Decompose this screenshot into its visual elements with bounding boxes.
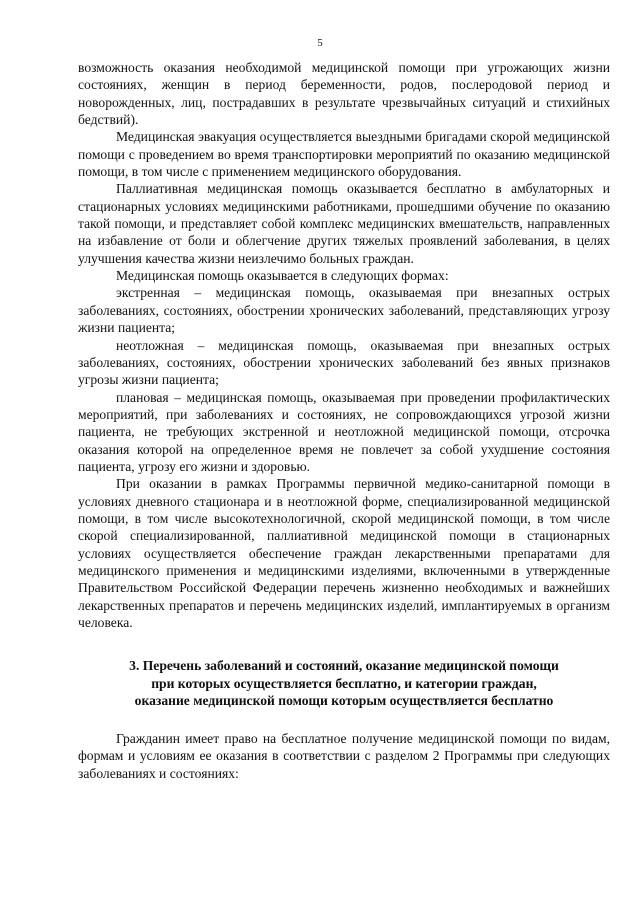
paragraph: неотложная – медицинская помощь, оказываемая при внезапных острых заболеваниях, состояниях, обострении хронических заболеваний без явных признаков угрозы жизни пациента; (78, 337, 610, 388)
paragraph: плановая – медицинская помощь, оказываемая при проведении профилактических мероприятий, при заболеваниях и состояниях, не сопровождающихся угрозой жизни пациента, не требующих экстренной и неотложной медицинской помощи, отсрочка оказания которой на определенное время не повлечет за собой ухудшение состояния пациента, угрозу его жизни и здоровью. (78, 389, 610, 474)
paragraph: Паллиативная медицинская помощь оказывается бесплатно в амбулаторных и стационарных условиях медицинскими работниками, прошедшими обучение по оказанию такой помощи, и представляет собой комплекс медицинских вмешательств, направленных на избавление от боли и облегчение других тяжелых проявлений заболевания, в целях улучшения качества жизни неизлечимо больных граждан. (78, 181, 610, 266)
section-heading-line: 3. Перечень заболеваний и состояний, оказание медицинской помощи (129, 658, 559, 674)
paragraph: Гражданин имеет право на бесплатное получение медицинской помощи по видам, формам и условиям ее оказания в соответствии с разделом 2 Программы при следующих заболеваниях и состояниях: (78, 730, 610, 781)
section-heading-line: при которых осуществляется бесплатно, и категории граждан, (151, 675, 537, 691)
section-heading (78, 657, 610, 710)
paragraph: Медицинская эвакуация осуществляется выездными бригадами скорой медицинской помощи с проведением во время транспортировки мероприятий по оказанию медицинской помощи, в том числе с применением медицинского оборудования. (78, 129, 610, 180)
paragraph: возможность оказания необходимой медицинской помощи при угрожающих жизни состояниях, женщин в период беременности, родов, послеродовой период и новорожденных, лиц, пострадавших в результате чрезвычайных ситуаций и стихийных бедствий). (78, 60, 610, 128)
paragraph: Медицинская помощь оказывается в следующих формах: (116, 268, 449, 284)
paragraph: При оказании в рамках Программы первичной медико-санитарной помощи в условиях дневного стационара и в неотложной форме, специализированной медицинской помощи, в том числе высокотехнологичной, скорой медицинской помощи, в том числе скорой специализированной, паллиативной медицинской помощи в стационарных условиях осуществляется обеспечение граждан лекарственными препаратами для медицинского применения и медицинскими изделиями, включенными в утвержденные Правительством Российской Федерации перечень жизненно необходимых и важнейших лекарственных препаратов и перечень медицинских изделий, имплантируемых в организм человека. (78, 476, 610, 630)
page-number: 5 (317, 37, 323, 49)
paragraph: экстренная – медицинская помощь, оказываемая при внезапных острых заболеваниях, состояниях, обострении хронических заболеваний, представляющих угрозу жизни пациента; (78, 285, 610, 336)
section-heading-line: оказание медицинской помощи которым осуществляется бесплатно (134, 693, 554, 709)
document-body (78, 59, 610, 782)
